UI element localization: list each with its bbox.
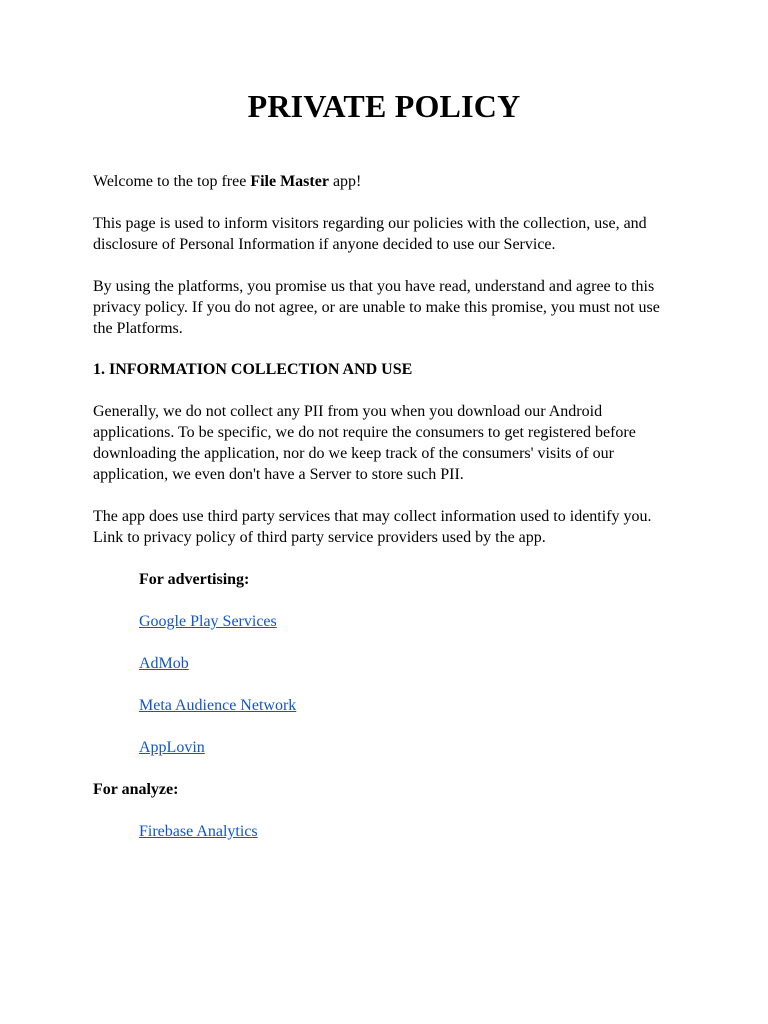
applovin-link[interactable]: AppLovin bbox=[139, 739, 205, 756]
welcome-text bbox=[93, 171, 675, 192]
pii-paragraph: Generally, we do not collect any PII from you when you download our Android applications. To be specific, we do not require the consumers to get registered before downloading the application, nor do we keep track of the consumers' visits of our application, we even don't have a Server to store such PII. bbox=[93, 403, 636, 483]
app-name: File Master bbox=[250, 173, 329, 190]
google-play-services-link[interactable]: Google Play Services bbox=[139, 613, 277, 630]
admob-link[interactable]: AdMob bbox=[139, 655, 189, 672]
welcome-prefix: Welcome to the top free bbox=[93, 173, 251, 190]
firebase-analytics-link[interactable]: Firebase Analytics bbox=[139, 823, 258, 840]
meta-audience-network-link[interactable]: Meta Audience Network bbox=[139, 697, 297, 714]
link-row-google-play-services bbox=[93, 611, 675, 632]
third-party-paragraph: The app does use third party services that may collect information used to identify you. Link to privacy policy of third party service providers used by the app. bbox=[93, 508, 652, 546]
link-row-admob bbox=[93, 653, 675, 674]
link-row-applovin bbox=[93, 737, 675, 758]
advertising-heading: For advertising: bbox=[139, 571, 250, 588]
link-row-meta-audience-network bbox=[93, 695, 675, 716]
analytics-heading: For analyze: bbox=[93, 781, 179, 798]
intro-paragraph: This page is used to inform visitors regarding our policies with the collection, use, and disclosure of Personal Information if anyone decided to use our Service. bbox=[93, 215, 647, 253]
section-heading-information-collection: 1. INFORMATION COLLECTION AND USE bbox=[93, 361, 413, 378]
agreement-paragraph: By using the platforms, you promise us that you have read, understand and agree to this privacy policy. If you do not agree, or are unable to make this promise, you must not use the Platforms. bbox=[93, 278, 660, 337]
link-row-firebase-analytics bbox=[93, 821, 675, 842]
page-title: PRIVATE POLICY bbox=[247, 88, 521, 124]
welcome-suffix: app! bbox=[328, 173, 362, 190]
